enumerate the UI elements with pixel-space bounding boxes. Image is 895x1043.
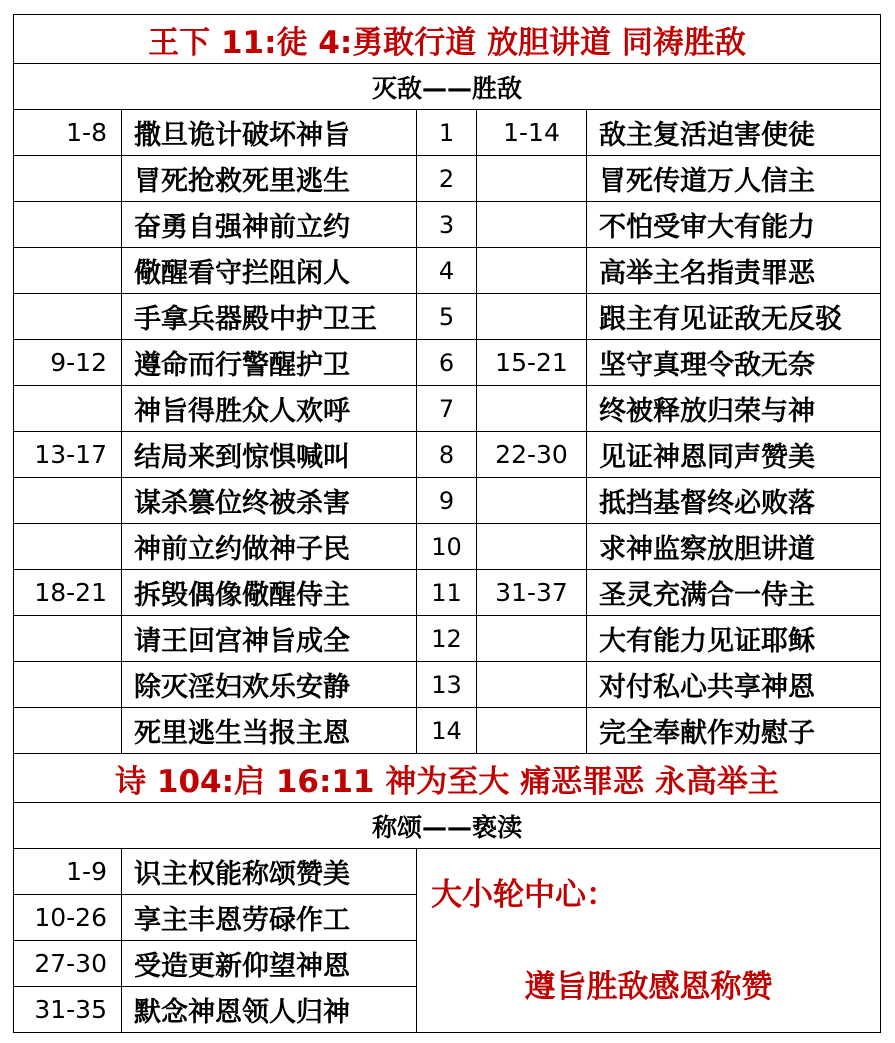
section2-title: 诗 104:启 16:11 神为至大 痛恶罪恶 永高举主 xyxy=(14,754,881,803)
verse-table xyxy=(13,14,881,1033)
table-row xyxy=(14,156,881,202)
right-summary: 抵挡基督终必败落 xyxy=(587,478,881,524)
left-verse-range xyxy=(14,202,122,248)
left-verse-range xyxy=(14,248,122,294)
left-summary: 谋杀篡位终被杀害 xyxy=(122,478,417,524)
right-summary: 对付私心共享神恩 xyxy=(587,662,881,708)
left-summary: 奋勇自强神前立约 xyxy=(122,202,417,248)
row-number: 2 xyxy=(417,156,477,202)
table-row xyxy=(14,386,881,432)
row-number: 10 xyxy=(417,524,477,570)
section2-title-row xyxy=(14,754,881,803)
left-verse-range xyxy=(14,478,122,524)
psalm-summary: 享主丰恩劳碌作工 xyxy=(122,895,417,941)
right-verse-range: 31-37 xyxy=(477,570,587,616)
section2-subtitle: 称颂——亵渎 xyxy=(14,803,881,849)
psalm-verse-range: 27-30 xyxy=(14,941,122,987)
section1-subtitle: 灭敌——胜敌 xyxy=(14,64,881,110)
section2-subtitle-row xyxy=(14,803,881,849)
left-summary: 神前立约做神子民 xyxy=(122,524,417,570)
left-summary: 除灭淫妇欢乐安静 xyxy=(122,662,417,708)
wheel-center-heading: 大小轮中心： xyxy=(431,877,617,913)
right-verse-range xyxy=(477,708,587,754)
right-summary: 终被释放归荣与神 xyxy=(587,386,881,432)
wheel-center-text: 遵旨胜敌感恩称赞 xyxy=(524,969,773,1005)
row-number: 8 xyxy=(417,432,477,478)
right-verse-range xyxy=(477,248,587,294)
table-row xyxy=(14,432,881,478)
row-number: 3 xyxy=(417,202,477,248)
table-row xyxy=(14,570,881,616)
right-verse-range xyxy=(477,156,587,202)
left-verse-range: 18-21 xyxy=(14,570,122,616)
right-verse-range: 22-30 xyxy=(477,432,587,478)
right-verse-range xyxy=(477,386,587,432)
row-number: 14 xyxy=(417,708,477,754)
left-verse-range xyxy=(14,708,122,754)
left-verse-range xyxy=(14,386,122,432)
table-row xyxy=(14,849,881,895)
table-row xyxy=(14,340,881,386)
right-summary: 大有能力见证耶稣 xyxy=(587,616,881,662)
right-verse-range: 15-21 xyxy=(477,340,587,386)
right-verse-range xyxy=(477,202,587,248)
psalm-verse-range: 10-26 xyxy=(14,895,122,941)
psalm-verse-range: 31-35 xyxy=(14,987,122,1033)
table-row xyxy=(14,294,881,340)
right-summary: 完全奉献作劝慰子 xyxy=(587,708,881,754)
table-row xyxy=(14,524,881,570)
table-row xyxy=(14,202,881,248)
left-summary: 撒旦诡计破坏神旨 xyxy=(122,110,417,156)
left-verse-range: 9-12 xyxy=(14,340,122,386)
section1-title: 王下 11:徒 4:勇敢行道 放胆讲道 同祷胜敌 xyxy=(14,15,881,64)
row-number: 5 xyxy=(417,294,477,340)
right-verse-range xyxy=(477,616,587,662)
left-summary: 结局来到惊惧喊叫 xyxy=(122,432,417,478)
row-number: 6 xyxy=(417,340,477,386)
left-verse-range xyxy=(14,616,122,662)
right-verse-range xyxy=(477,294,587,340)
section1-title-row xyxy=(14,15,881,64)
row-number: 4 xyxy=(417,248,477,294)
row-number: 12 xyxy=(417,616,477,662)
row-number: 1 xyxy=(417,110,477,156)
right-summary: 跟主有见证敌无反驳 xyxy=(587,294,881,340)
right-summary: 见证神恩同声赞美 xyxy=(587,432,881,478)
left-summary: 冒死抢救死里逃生 xyxy=(122,156,417,202)
row-number: 13 xyxy=(417,662,477,708)
left-summary: 手拿兵器殿中护卫王 xyxy=(122,294,417,340)
wheel-center-box xyxy=(417,849,881,1033)
row-number: 9 xyxy=(417,478,477,524)
table-row xyxy=(14,616,881,662)
left-summary: 拆毁偶像儆醒侍主 xyxy=(122,570,417,616)
left-verse-range: 1-8 xyxy=(14,110,122,156)
right-verse-range xyxy=(477,524,587,570)
table-row xyxy=(14,662,881,708)
psalm-verse-range: 1-9 xyxy=(14,849,122,895)
left-verse-range xyxy=(14,662,122,708)
right-summary: 高举主名指责罪恶 xyxy=(587,248,881,294)
psalm-summary: 默念神恩领人归神 xyxy=(122,987,417,1033)
left-summary: 神旨得胜众人欢呼 xyxy=(122,386,417,432)
right-summary: 坚守真理令敌无奈 xyxy=(587,340,881,386)
psalm-summary: 受造更新仰望神恩 xyxy=(122,941,417,987)
left-verse-range xyxy=(14,524,122,570)
right-summary: 不怕受审大有能力 xyxy=(587,202,881,248)
right-summary: 冒死传道万人信主 xyxy=(587,156,881,202)
table-row xyxy=(14,248,881,294)
left-summary: 请王回宫神旨成全 xyxy=(122,616,417,662)
row-number: 11 xyxy=(417,570,477,616)
right-verse-range xyxy=(477,662,587,708)
left-summary: 遵命而行警醒护卫 xyxy=(122,340,417,386)
right-summary: 敌主复活迫害使徒 xyxy=(587,110,881,156)
right-verse-range xyxy=(477,478,587,524)
table-row xyxy=(14,708,881,754)
right-summary: 求神监察放胆讲道 xyxy=(587,524,881,570)
psalm-summary: 识主权能称颂赞美 xyxy=(122,849,417,895)
right-summary: 圣灵充满合一侍主 xyxy=(587,570,881,616)
left-verse-range xyxy=(14,294,122,340)
left-verse-range: 13-17 xyxy=(14,432,122,478)
left-summary: 儆醒看守拦阻闲人 xyxy=(122,248,417,294)
right-verse-range: 1-14 xyxy=(477,110,587,156)
table-row xyxy=(14,478,881,524)
left-summary: 死里逃生当报主恩 xyxy=(122,708,417,754)
section1-subtitle-row xyxy=(14,64,881,110)
table-row xyxy=(14,110,881,156)
left-verse-range xyxy=(14,156,122,202)
row-number: 7 xyxy=(417,386,477,432)
